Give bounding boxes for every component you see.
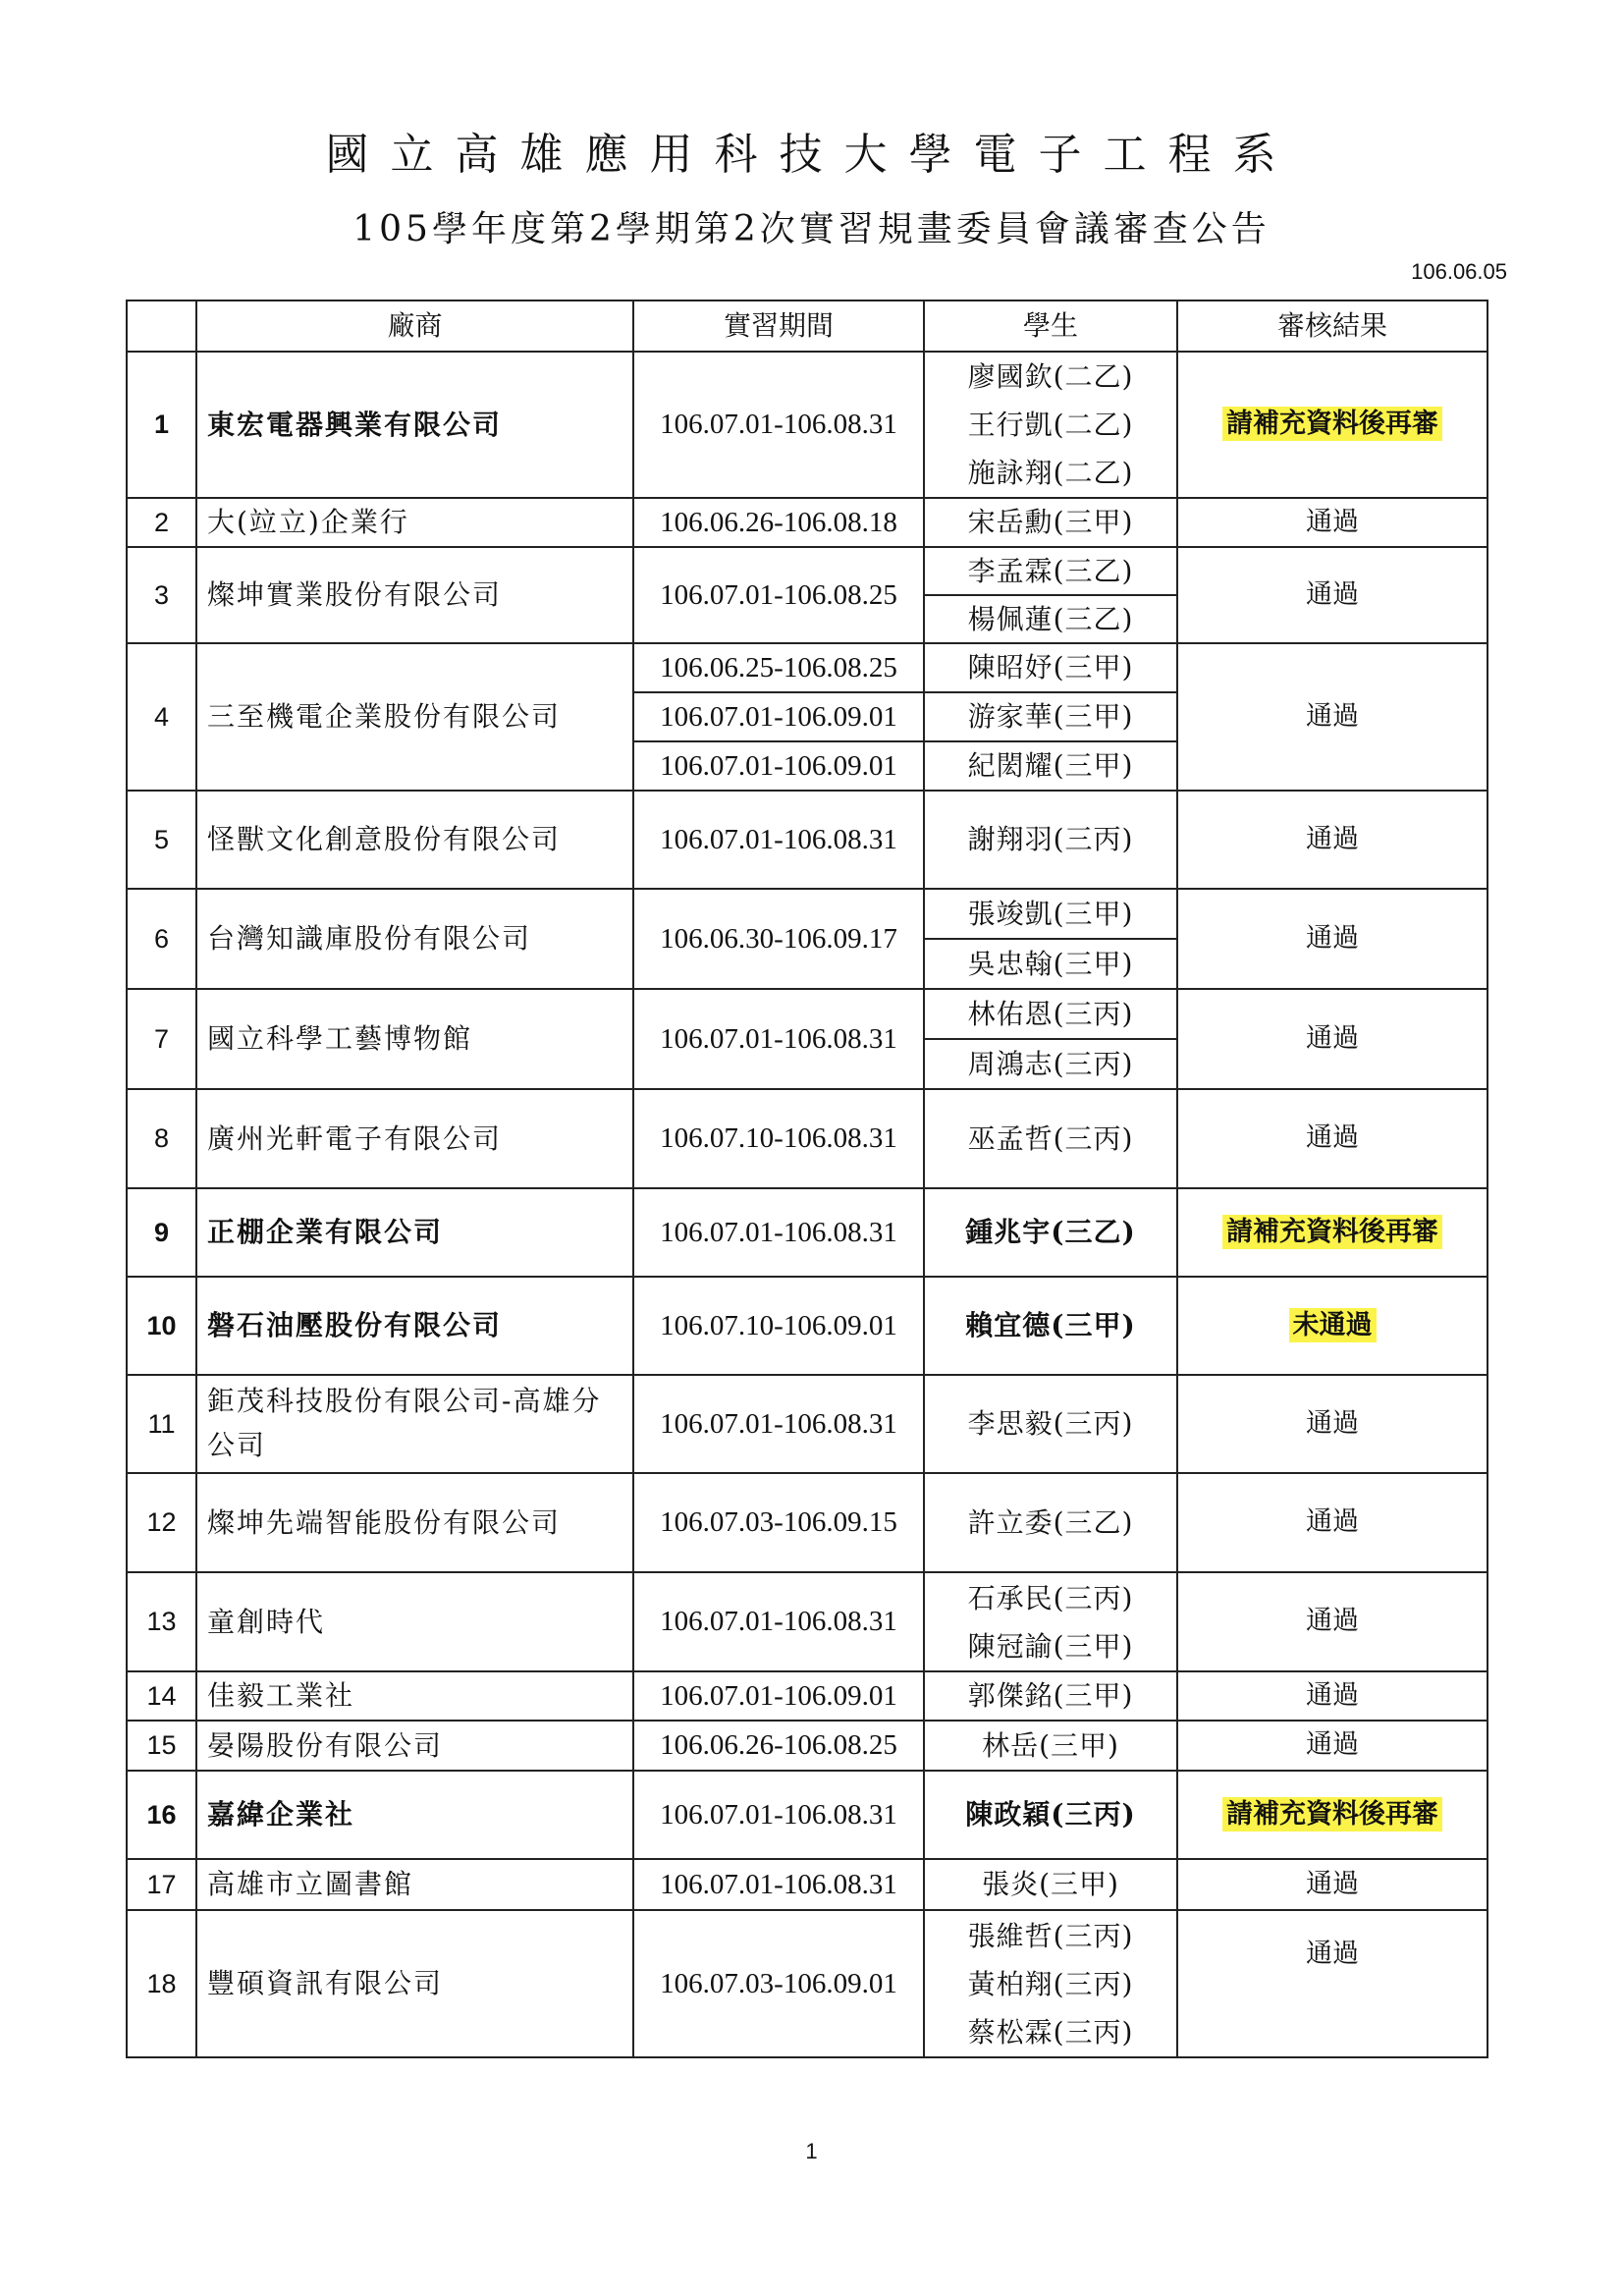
- internship-period: 106.06.30-106.09.17: [633, 889, 924, 989]
- student-name: 王行凱(二乙): [967, 409, 1134, 441]
- table-row: [127, 1277, 1488, 1375]
- review-result-highlight: 請補充資料後再審: [1222, 1215, 1442, 1249]
- column-header-period: 實習期間: [633, 301, 924, 352]
- student-name: 陳昭妤(三甲): [924, 643, 1177, 692]
- student-name: 張炎(三甲): [924, 1859, 1177, 1910]
- student-name: 游家華(三甲): [924, 692, 1177, 741]
- student-name: 宋岳勳(三甲): [924, 498, 1177, 547]
- student-name: 周鴻志(三丙): [924, 1039, 1177, 1089]
- internship-period: 106.07.10-106.08.31: [633, 1089, 924, 1188]
- company-name: 台灣知識庫股份有限公司: [196, 889, 633, 989]
- row-number: 7: [127, 989, 196, 1089]
- column-header-result: 審核結果: [1177, 301, 1488, 352]
- review-results-table: [126, 300, 1488, 2058]
- review-result: [1177, 1771, 1488, 1859]
- student-name: 石承民(三丙): [967, 1581, 1134, 1614]
- company-name: 嘉緯企業社: [196, 1771, 633, 1859]
- row-number: 5: [127, 791, 196, 889]
- student-name: 紀閎耀(三甲): [924, 741, 1177, 791]
- table-row: [127, 1859, 1488, 1910]
- review-result: 通過: [1177, 547, 1488, 643]
- table-row: [127, 498, 1488, 547]
- table-row: [127, 1671, 1488, 1721]
- student-name: 許立委(三乙): [924, 1473, 1177, 1572]
- internship-period: 106.07.01-106.09.01: [633, 692, 924, 741]
- review-result: 通過: [1177, 1473, 1488, 1572]
- table-row: [127, 1375, 1488, 1473]
- company-name: 磐石油壓股份有限公司: [196, 1277, 633, 1375]
- company-name: 正棚企業有限公司: [196, 1188, 633, 1277]
- internship-period: 106.07.01-106.09.01: [633, 741, 924, 791]
- review-result: 通過: [1177, 889, 1488, 989]
- review-result: 通過: [1177, 989, 1488, 1089]
- review-result: 通過: [1177, 1721, 1488, 1771]
- internship-period: 106.07.01-106.08.25: [633, 547, 924, 643]
- row-number: 18: [127, 1910, 196, 2057]
- review-result: [1177, 1277, 1488, 1375]
- company-name: 廣州光軒電子有限公司: [196, 1089, 633, 1188]
- company-name: 童創時代: [196, 1572, 633, 1671]
- company-name: 怪獸文化創意股份有限公司: [196, 791, 633, 889]
- student-name: 黃柏翔(三丙): [967, 1967, 1134, 2000]
- company-name: 豐碩資訊有限公司: [196, 1910, 633, 2057]
- review-result: 通過: [1177, 1572, 1488, 1671]
- company-name: 晏陽股份有限公司: [196, 1721, 633, 1771]
- internship-period: 106.07.01-106.08.31: [633, 1375, 924, 1473]
- student-name: 張竣凱(三甲): [924, 889, 1177, 939]
- table-row: [127, 1910, 1488, 2057]
- page-number: 1: [805, 2139, 818, 2163]
- table-row: [127, 791, 1488, 889]
- row-number: 1: [127, 352, 196, 498]
- student-name: 李孟霖(三乙): [924, 547, 1177, 595]
- table-row: [127, 1771, 1488, 1859]
- student-name: 賴宜德(三甲): [924, 1277, 1177, 1375]
- table-row: [127, 643, 1488, 692]
- row-number: 2: [127, 498, 196, 547]
- column-header-student: 學生: [924, 301, 1177, 352]
- student-name: 李思毅(三丙): [924, 1375, 1177, 1473]
- company-name: 鉅茂科技股份有限公司-高雄分公司: [196, 1375, 633, 1473]
- student-list: [924, 1572, 1177, 1671]
- student-list: [924, 1910, 1177, 2057]
- company-name: 國立科學工藝博物館: [196, 989, 633, 1089]
- internship-period: 106.07.03-106.09.01: [633, 1910, 924, 2057]
- table-row: [127, 889, 1488, 939]
- company-name: 高雄市立圖書館: [196, 1859, 633, 1910]
- review-result: [1177, 1188, 1488, 1277]
- student-name: 蔡松霖(三丙): [967, 2015, 1134, 2049]
- student-name: 施詠翔(二乙): [967, 457, 1134, 489]
- document-subtitle: 105學年度第2學期第2次實習規畫委員會議審查公告: [352, 209, 1271, 249]
- internship-period: 106.07.01-106.09.01: [633, 1671, 924, 1721]
- student-name: 楊佩蓮(三乙): [924, 595, 1177, 643]
- row-number: 12: [127, 1473, 196, 1572]
- internship-period: 106.07.10-106.09.01: [633, 1277, 924, 1375]
- student-name: 巫孟哲(三丙): [924, 1089, 1177, 1188]
- row-number: 16: [127, 1771, 196, 1859]
- review-result-highlight: 請補充資料後再審: [1222, 407, 1442, 441]
- table-row: [127, 1721, 1488, 1771]
- internship-period: 106.07.01-106.08.31: [633, 1188, 924, 1277]
- company-name: 大(竝立)企業行: [196, 498, 633, 547]
- row-number: 14: [127, 1671, 196, 1721]
- student-name: 張維哲(三丙): [967, 1919, 1134, 1952]
- table-row: [127, 1473, 1488, 1572]
- row-number: 11: [127, 1375, 196, 1473]
- row-number: 13: [127, 1572, 196, 1671]
- review-result: 通過: [1177, 1089, 1488, 1188]
- column-header-number: [127, 301, 196, 352]
- company-name: 燦坤先端智能股份有限公司: [196, 1473, 633, 1572]
- table-row: [127, 1572, 1488, 1671]
- internship-period: 106.07.01-106.08.31: [633, 1771, 924, 1859]
- student-name: 吳忠翰(三甲): [924, 939, 1177, 989]
- internship-period: 106.07.01-106.08.31: [633, 1859, 924, 1910]
- row-number: 15: [127, 1721, 196, 1771]
- table-row: [127, 1089, 1488, 1188]
- column-header-company: 廠商: [196, 301, 633, 352]
- student-name: 謝翔羽(三丙): [924, 791, 1177, 889]
- student-name: 林佑恩(三丙): [924, 989, 1177, 1039]
- table-row: [127, 989, 1488, 1039]
- student-list: [924, 352, 1177, 498]
- company-name: 燦坤實業股份有限公司: [196, 547, 633, 643]
- review-result: 通過: [1177, 498, 1488, 547]
- row-number: 8: [127, 1089, 196, 1188]
- internship-period: 106.06.25-106.08.25: [633, 643, 924, 692]
- review-result: 通過: [1177, 1375, 1488, 1473]
- row-number: 6: [127, 889, 196, 989]
- review-result: [1177, 352, 1488, 498]
- table-row: [127, 547, 1488, 595]
- row-number: 17: [127, 1859, 196, 1910]
- internship-period: 106.06.26-106.08.25: [633, 1721, 924, 1771]
- row-number: 10: [127, 1277, 196, 1375]
- company-name: 三至機電企業股份有限公司: [196, 643, 633, 791]
- internship-period: 106.07.01-106.08.31: [633, 352, 924, 498]
- review-result-highlight: 未通過: [1289, 1308, 1377, 1342]
- student-name: 陳政穎(三丙): [924, 1771, 1177, 1859]
- student-name: 鍾兆宇(三乙): [924, 1188, 1177, 1277]
- student-name: 陳冠諭(三甲): [967, 1629, 1134, 1663]
- internship-period: 106.07.01-106.08.31: [633, 1572, 924, 1671]
- table-row: [127, 1188, 1488, 1277]
- row-number: 9: [127, 1188, 196, 1277]
- review-result: 通過: [1177, 1910, 1488, 2057]
- internship-period: 106.07.01-106.08.31: [633, 989, 924, 1089]
- review-result: 通過: [1177, 1671, 1488, 1721]
- announcement-date: 106.06.05: [1411, 259, 1507, 284]
- internship-period: 106.06.26-106.08.18: [633, 498, 924, 547]
- company-name: 東宏電器興業有限公司: [196, 352, 633, 498]
- student-name: 林岳(三甲): [924, 1721, 1177, 1771]
- internship-period: 106.07.01-106.08.31: [633, 791, 924, 889]
- company-name: 佳毅工業社: [196, 1671, 633, 1721]
- student-name: 廖國欽(二乙): [967, 360, 1134, 393]
- review-result: 通過: [1177, 791, 1488, 889]
- document-title: 國立高雄應用科技大學電子工程系: [325, 130, 1298, 180]
- internship-period: 106.07.03-106.09.15: [633, 1473, 924, 1572]
- student-name: 郭傑銘(三甲): [924, 1671, 1177, 1721]
- row-number: 3: [127, 547, 196, 643]
- review-result: 通過: [1177, 1859, 1488, 1910]
- review-result: 通過: [1177, 643, 1488, 791]
- review-result-highlight: 請補充資料後再審: [1222, 1797, 1442, 1831]
- table-header-row: [127, 301, 1488, 352]
- row-number: 4: [127, 643, 196, 791]
